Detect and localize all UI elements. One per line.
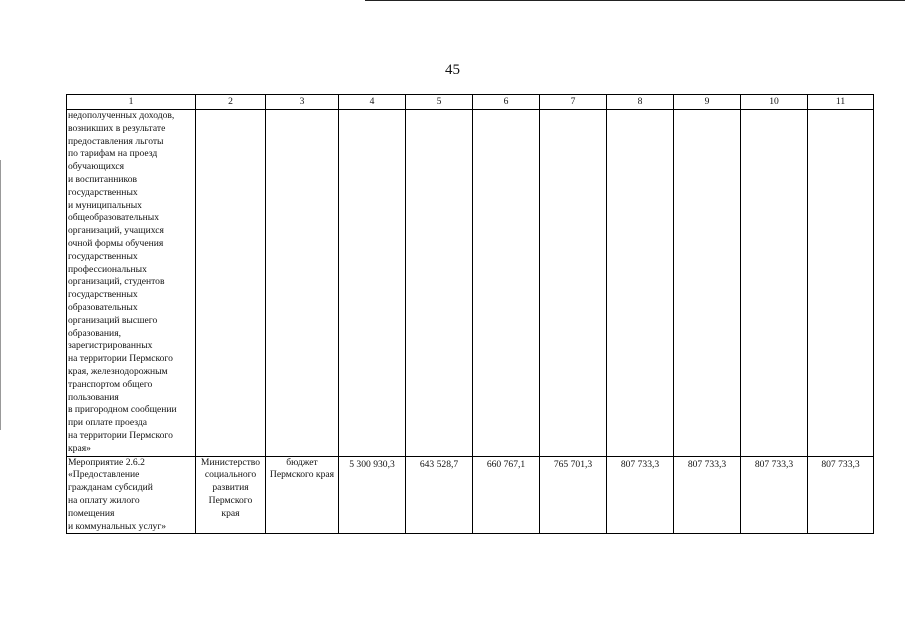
value-cell: 807 733,3 xyxy=(607,456,674,534)
value-cell xyxy=(741,110,808,457)
value-cell xyxy=(473,110,540,457)
funding-source-cell xyxy=(266,110,339,457)
activity-name-cell: недополученных доходов, возникших в результате предоставления льготы по тарифам на проезд обучающихся и воспитанников государственных и муниципальных общеобразовательных организаций, учащихся очной формы обучения государственных профессиональных организаций, студентов государственных образовательных организаций высшего образования, зарегистрированных на территории Пермского края, железнодорожным транспортом общего пользования в пригородном сообщении при оплате проезда на территории Пермского края» xyxy=(67,110,196,457)
scan-edge-line xyxy=(365,0,905,1)
column-header: 11 xyxy=(808,95,874,110)
value-cell: 807 733,3 xyxy=(674,456,741,534)
value-cell xyxy=(540,110,607,457)
column-header: 5 xyxy=(406,95,473,110)
value-cell xyxy=(808,110,874,457)
table-row xyxy=(67,456,874,534)
column-header: 2 xyxy=(196,95,266,110)
column-header: 10 xyxy=(741,95,808,110)
funding-source-cell: бюджет Пермского края xyxy=(266,456,339,534)
scan-edge-line xyxy=(0,160,1,430)
executor-cell: Министерство социального развития Пермского края xyxy=(196,456,266,534)
column-header: 4 xyxy=(339,95,406,110)
value-cell: 643 528,7 xyxy=(406,456,473,534)
value-cell: 807 733,3 xyxy=(741,456,808,534)
value-cell xyxy=(674,110,741,457)
column-header: 7 xyxy=(540,95,607,110)
budget-table xyxy=(66,94,874,534)
column-header: 8 xyxy=(607,95,674,110)
column-header: 1 xyxy=(67,95,196,110)
value-cell xyxy=(607,110,674,457)
column-header: 3 xyxy=(266,95,339,110)
value-cell: 765 701,3 xyxy=(540,456,607,534)
value-cell: 660 767,1 xyxy=(473,456,540,534)
value-cell xyxy=(339,110,406,457)
page-number: 45 xyxy=(445,62,460,78)
header-row xyxy=(67,95,874,110)
activity-name-cell: Мероприятие 2.6.2 «Предоставление гражданам субсидий на оплату жилого помещения и коммунальных услуг» xyxy=(67,456,196,534)
executor-cell xyxy=(196,110,266,457)
value-cell xyxy=(406,110,473,457)
table-row xyxy=(67,110,874,457)
value-cell: 5 300 930,3 xyxy=(339,456,406,534)
value-cell: 807 733,3 xyxy=(808,456,874,534)
column-header: 9 xyxy=(674,95,741,110)
column-header: 6 xyxy=(473,95,540,110)
